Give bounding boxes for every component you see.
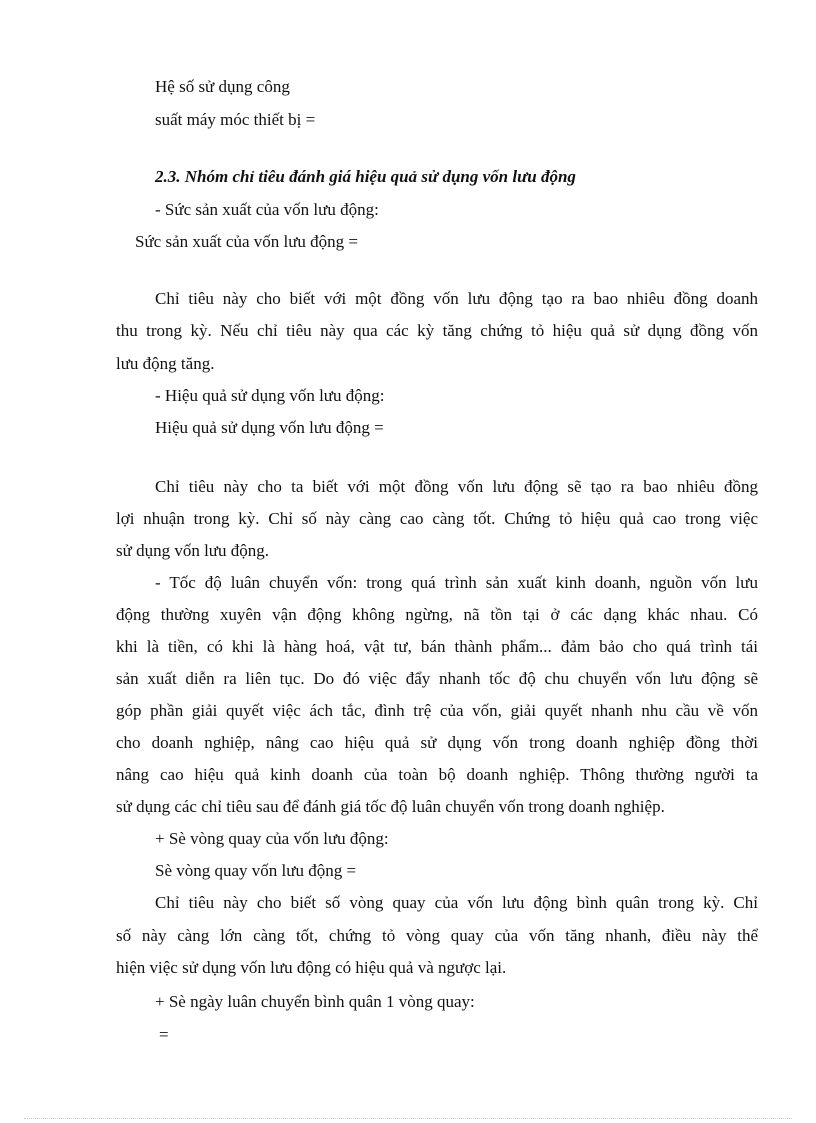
formula-line: Sức sản xuất của vốn lưu động = — [135, 232, 359, 251]
text-line: - Hiệu quả sử dụng vốn lưu động: — [155, 386, 385, 405]
formula-line: = — [159, 1025, 169, 1044]
text-line: Hệ số sử dụng công — [155, 77, 290, 96]
paragraph-line: động thường xuyên vận động không ngừng, nã tồn tại ở các dạng khác nhau. Có — [116, 605, 758, 624]
paragraph-line: nâng cao hiệu quả kinh doanh của toàn bộ doanh nghiệp. Thông thường người ta — [116, 765, 758, 784]
paragraph-line: Chỉ tiêu này cho biết với một đồng vốn lưu động tạo ra bao nhiêu đồng doanh — [155, 289, 758, 308]
paragraph-line: sử dụng các chỉ tiêu sau để đánh giá tốc độ luân chuyển vốn trong doanh nghiệp. — [116, 797, 665, 816]
page-bottom-divider — [24, 1118, 792, 1119]
paragraph-line: cho doanh nghiệp, nâng cao hiệu quả sử dụng vốn trong doanh nghiệp đồng thời — [116, 733, 758, 752]
paragraph-line: lợi nhuận trong kỳ. Chỉ số này càng cao càng tốt. Chứng tỏ hiệu quả cao trong việc — [116, 509, 758, 528]
paragraph-line: thu trong kỳ. Nếu chỉ tiêu này qua các kỳ tăng chứng tỏ hiệu quả sử dụng đồng vốn — [116, 321, 758, 340]
paragraph-line: Chỉ tiêu này cho biết số vòng quay của vốn lưu động bình quân trong kỳ. Chỉ — [155, 893, 758, 912]
paragraph-line: sản xuất diễn ra liên tục. Do đó việc đẩy nhanh tốc độ chu chuyển vốn lưu động sẽ — [116, 669, 758, 688]
paragraph-line: Chỉ tiêu này cho ta biết với một đồng vốn lưu động sẽ tạo ra bao nhiêu đồng — [155, 477, 758, 496]
paragraph-line: khi là tiền, có khi là hàng hoá, vật tư, bán thành phẩm... đảm bảo cho quá trình tái — [116, 637, 758, 656]
paragraph-line: góp phần giải quyết việc ách tắc, đình trệ của vốn, giải quyết nhanh nhu cầu về vốn — [116, 701, 758, 720]
paragraph-line: sử dụng vốn lưu động. — [116, 541, 270, 560]
formula-line: Hiệu quả sử dụng vốn lưu động = — [155, 418, 384, 437]
paragraph-line: số này càng lớn càng tốt, chứng tỏ vòng quay của vốn tăng nhanh, điều này thể — [116, 926, 758, 945]
text-line: + Sè ngày luân chuyển bình quân 1 vòng quay: — [155, 992, 475, 1011]
text-line: - Sức sản xuất của vốn lưu động: — [155, 200, 379, 219]
text-line: suất máy móc thiết bị = — [155, 110, 316, 129]
text-line: + Sè vòng quay của vốn lưu động: — [155, 829, 389, 848]
paragraph-line: hiện việc sử dụng vốn lưu động có hiệu quả và ngược lại. — [116, 958, 507, 977]
formula-line: Sè vòng quay vốn lưu động = — [155, 861, 357, 880]
section-heading: 2.3. Nhóm chỉ tiêu đánh giá hiệu quả sử dụng vốn lưu động — [155, 167, 576, 186]
paragraph-line: lưu động tăng. — [116, 354, 215, 373]
paragraph-line: - Tốc độ luân chuyển vốn: trong quá trình sản xuất kinh doanh, nguồn vốn lưu — [155, 573, 758, 592]
